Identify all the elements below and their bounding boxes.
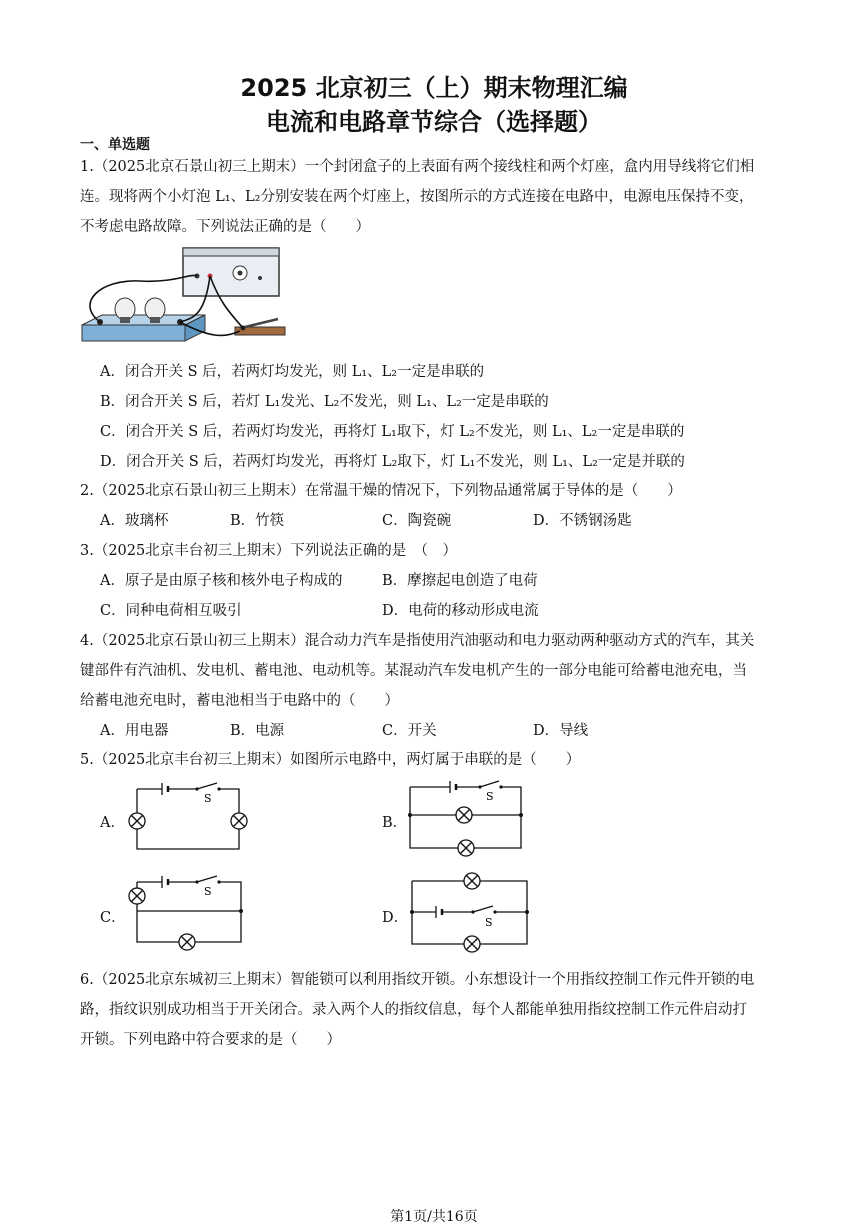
q4-option-d: D．导线 <box>533 723 589 739</box>
switch-label: S <box>204 885 212 898</box>
q1-option-d: D．闭合开关 S 后，若两灯均发光，再将灯 L₂取下，灯 L₁不发光，则 L₁、L₂一定是并联的 <box>100 454 685 470</box>
q4-stem-line: 4.（2025北京石景山初三上期末）混合动力汽车是指使用汽油驱动和电力驱动两种驱动方式的汽车，其关 <box>80 633 755 649</box>
q6-stem-line: 6.（2025北京东城初三上期末）智能锁可以利用指纹开锁。小东想设计一个用指纹控制工作元件开锁的电 <box>80 972 755 988</box>
q5-circuit-d <box>405 868 535 954</box>
q3-option-d: D．电荷的移动形成电流 <box>382 603 539 619</box>
q5-circuit-b <box>405 778 530 860</box>
q1-apparatus-figure <box>80 243 290 348</box>
q1-stem-line: 不考虑电路故障。下列说法正确的是（ ） <box>80 219 370 235</box>
q5-label-c: C． <box>100 910 126 926</box>
q5-label-b: B． <box>382 815 408 831</box>
page-title: 2025 北京初三（上）期末物理汇编 <box>240 74 628 102</box>
page-subtitle: 电流和电路章节综合（选择题） <box>266 108 602 136</box>
q3-option-a: A．原子是由原子核和核外电子构成的 <box>100 573 343 589</box>
q4-stem-line: 给蓄电池充电时，蓄电池相当于电路中的（ ） <box>80 693 399 709</box>
q4-option-a: A．用电器 <box>100 723 169 739</box>
switch-label: S <box>486 790 494 803</box>
q2-option-b: B．竹筷 <box>230 513 285 529</box>
q6-stem-line: 开锁。下列电路中符合要求的是（ ） <box>80 1032 341 1048</box>
q2-option-d: D．不锈钢汤匙 <box>533 513 632 529</box>
q5-label-d: D． <box>382 910 409 926</box>
q2-option-a: A．玻璃杯 <box>100 513 169 529</box>
section-heading: 一、单选题 <box>80 137 150 153</box>
q2-stem: 2.（2025北京石景山初三上期末）在常温干燥的情况下，下列物品通常属于导体的是（ ） <box>80 483 682 499</box>
q4-option-b: B．电源 <box>230 723 285 739</box>
q4-option-c: C．开关 <box>382 723 437 739</box>
q5-circuit-c <box>125 874 250 952</box>
q3-option-c: C．同种电荷相互吸引 <box>100 603 242 619</box>
q3-option-b: B．摩擦起电创造了电荷 <box>382 573 538 589</box>
q1-stem-line: 1.（2025北京石景山初三上期末）一个封闭盒子的上表面有两个接线柱和两个灯座，盒内用导线将它们相 <box>80 159 755 175</box>
q1-stem-line: 连。现将两个小灯泡 L₁、L₂分别安装在两个灯座上，按图所示的方式连接在电路中，电源电压保持不变， <box>80 189 754 205</box>
q2-option-c: C．陶瓷碗 <box>382 513 452 529</box>
q3-stem: 3.（2025北京丰台初三上期末）下列说法正确的是 （ ） <box>80 543 457 559</box>
q4-stem-line: 键部件有汽油机、发电机、蓄电池、电动机等。某混动汽车发电机产生的一部分电能可给蓄电池充电，当 <box>80 663 747 679</box>
switch-label: S <box>204 792 212 805</box>
q1-option-a: A．闭合开关 S 后，若两灯均发光，则 L₁、L₂一定是串联的 <box>100 364 485 380</box>
q6-stem-line: 路，指纹识别成功相当于开关闭合。录入两个人的指纹信息，每个人都能单独用指纹控制工作元件启动打 <box>80 1002 747 1018</box>
q1-option-b: B．闭合开关 S 后，若灯 L₁发光、L₂不发光，则 L₁、L₂一定是串联的 <box>100 394 549 410</box>
switch-label: S <box>485 916 493 929</box>
page-footer: 第1页/共16页 <box>390 1209 478 1225</box>
q5-label-a: A． <box>100 815 125 831</box>
q5-circuit-a <box>125 782 250 857</box>
q5-stem: 5.（2025北京丰台初三上期末）如图所示电路中，两灯属于串联的是（ ） <box>80 752 581 768</box>
q1-option-c: C．闭合开关 S 后，若两灯均发光，再将灯 L₁取下，灯 L₂不发光，则 L₁、L₂一定是串联的 <box>100 424 685 440</box>
